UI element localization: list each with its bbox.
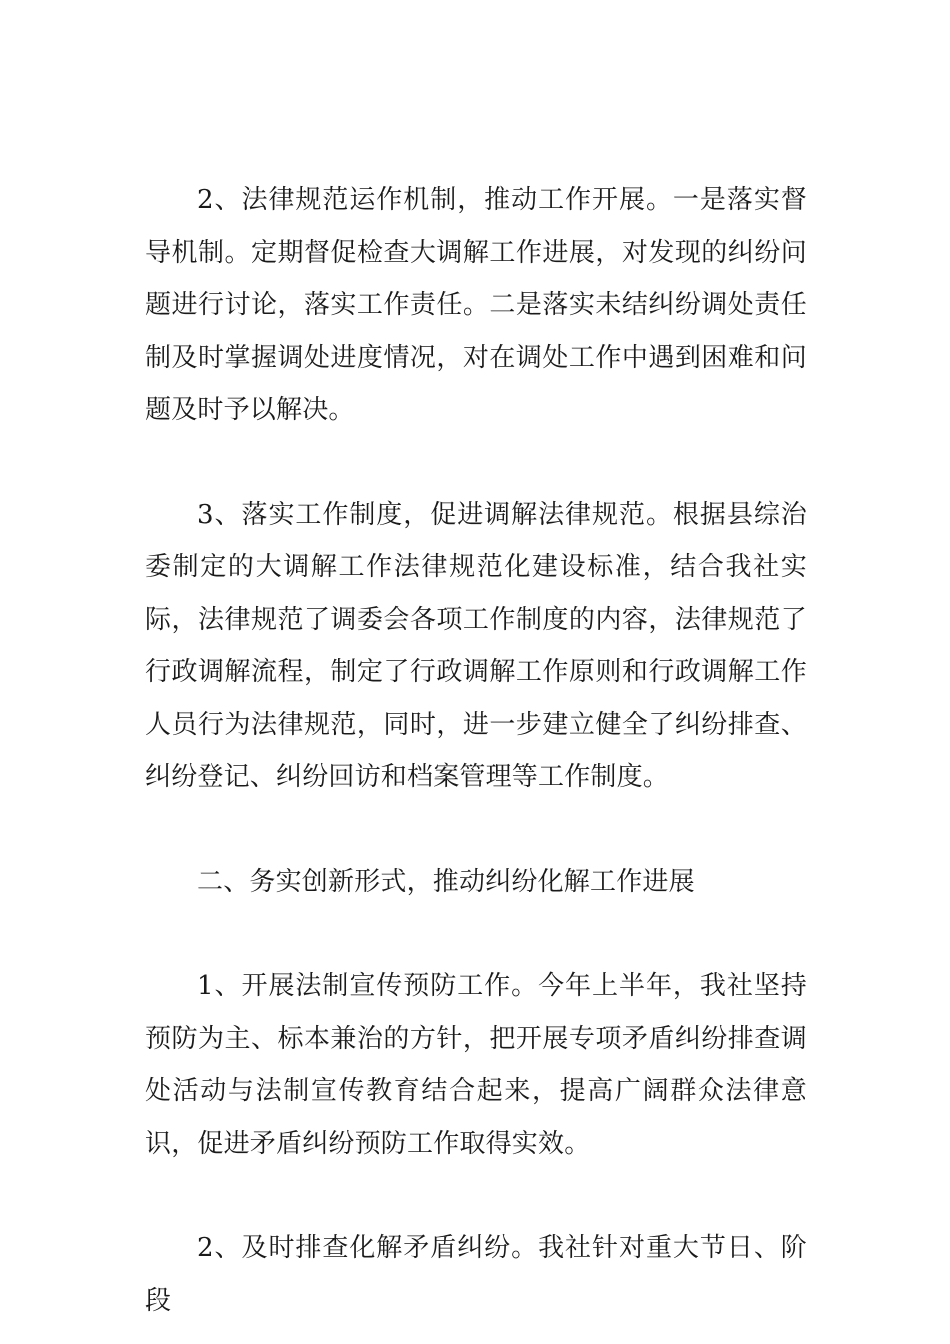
- paragraph-spacer: [145, 437, 807, 489]
- document-body: [145, 174, 807, 1327]
- paragraph-spacer: [145, 908, 807, 960]
- paragraph-work-system: 3、落实工作制度，促进调解法律规范。根据县综治委制定的大调解工作法律规范化建设标准，结合我社实际，法律规范了调委会各项工作制度的内容，法律规范了行政调解流程，制定了行政调解工作原则和行政调解工作人员行为法律规范，同时，进一步建立健全了纠纷排查、纠纷登记、纠纷回访和档案管理等工作制度。: [145, 499, 807, 792]
- section-heading: 二、务实创新形式，推动纠纷化解工作进展: [197, 866, 695, 897]
- paragraph-legal-publicity: 1、开展法制宣传预防工作。今年上半年，我社坚持预防为主、标本兼治的方针，把开展专项矛盾纠纷排查调处活动与法制宣传教育结合起来，提高广阔群众法律意识，促进矛盾纠纷预防工作取得实效。: [145, 971, 807, 1159]
- paragraph-dispute-resolution: 2、及时排查化解矛盾纠纷。我社针对重大节日、阶段: [145, 1233, 807, 1316]
- paragraph-supervision-mechanism: 2、法律规范运作机制，推动工作开展。一是落实督导机制。定期督促检查大调解工作进展，对发现的纠纷问题进行讨论，落实工作责任。二是落实未结纠纷调处责任制及时掌握调处进度情况，对在调处工作中遇到困难和问题及时予以解决。: [145, 185, 807, 425]
- paragraph-spacer: [145, 804, 807, 856]
- paragraph-spacer: [145, 1170, 807, 1222]
